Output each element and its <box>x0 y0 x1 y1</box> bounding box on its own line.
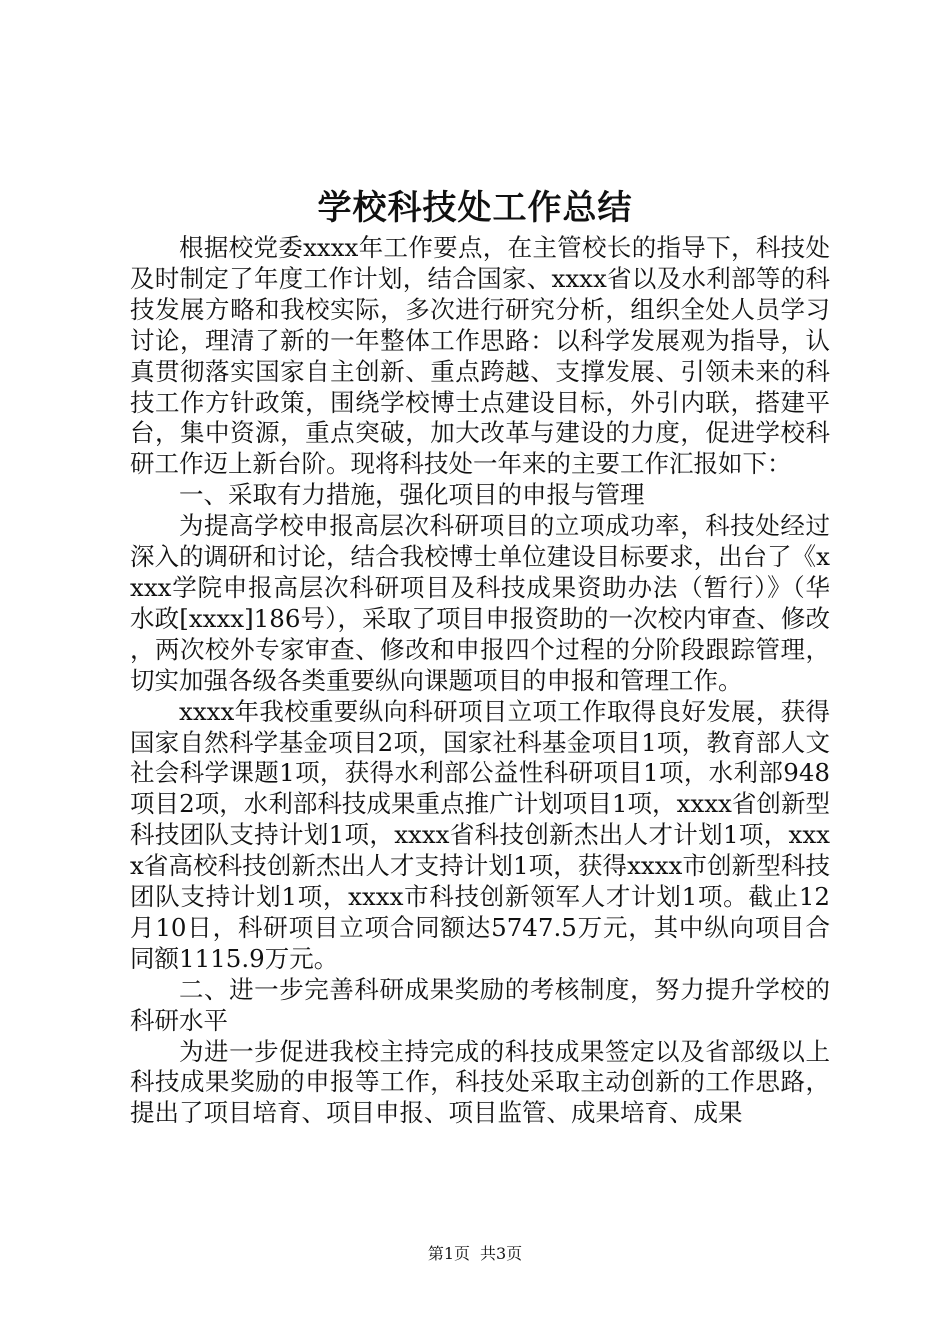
page-number-total: 共3页 <box>480 1244 523 1263</box>
section-heading-2: 二、进一步完善科研成果奖励的考核制度，努力提升学校的科研水平 <box>130 974 830 1035</box>
section-heading-1: 一、采取有力措施，强化项目的申报与管理 <box>179 480 645 510</box>
paragraph-project-management: 为提高学校申报高层次科研项目的立项成功率，科技处经过深入的调研和讨论，结合我校博士单位建设目标要求，出台了《xxxx学院申报高层次科研项目及科技成果资助办法（暂行）》（华水政[xxxx]186号），采取了项目申报资助的一次校内审查、修改，两次校外专家审查、修改和申报四个过程的分阶段跟踪管理，切实加强各级各类重要纵向课题项目的申报和管理工作。 <box>130 511 830 695</box>
paragraph-intro: 根据校党委xxxx年工作要点，在主管校长的指导下，科技处及时制定了年度工作计划，结合国家、xxxx省以及水利部等的科技发展方略和我校实际，多次进行研究分析，组织全处人员学习讨论，理清了新的一年整体工作思路：以科学发展观为指导，认真贯彻落实国家自主创新、重点跨越、支撑发展、引领未来的科技工作方针政策，围绕学校博士点建设目标，外引内联，搭建平台，集中资源，重点突破，加大改革与建设的力度，促进学校科研工作迈上新台阶。现将科技处一年来的主要工作汇报如下： <box>130 233 830 479</box>
document-title: 学校科技处工作总结 <box>317 188 633 228</box>
paragraph-achievements: 为进一步促进我校主持完成的科技成果签定以及省部级以上科技成果奖励的申报等工作，科技处采取主动创新的工作思路，提出了项目培育、项目申报、项目监管、成果培育、成果 <box>130 1036 830 1128</box>
page-number-current: 第1页 <box>427 1244 470 1263</box>
page-footer <box>0 1243 950 1265</box>
document-body <box>130 233 830 1129</box>
paragraph-project-results: xxxx年我校重要纵向科研项目立项工作取得良好发展，获得国家自然科学基金项目2项，国家社科基金项目1项，教育部人文社会科学课题1项，获得水利部公益性科研项目1项，水利部948项目2项，水利部科技成果重点推广计划项目1项，xxxx省创新型科技团队支持计划1项，xxxx省科技创新杰出人才计划1项，xxxx省高校科技创新杰出人才支持计划1项，获得xxxx市创新型科技团队支持计划1项，xxxx市科技创新领军人才计划1项。截止12月10日，科研项目立项合同额达5747.5万元，其中纵向项目合同额1115.9万元。 <box>130 696 830 973</box>
